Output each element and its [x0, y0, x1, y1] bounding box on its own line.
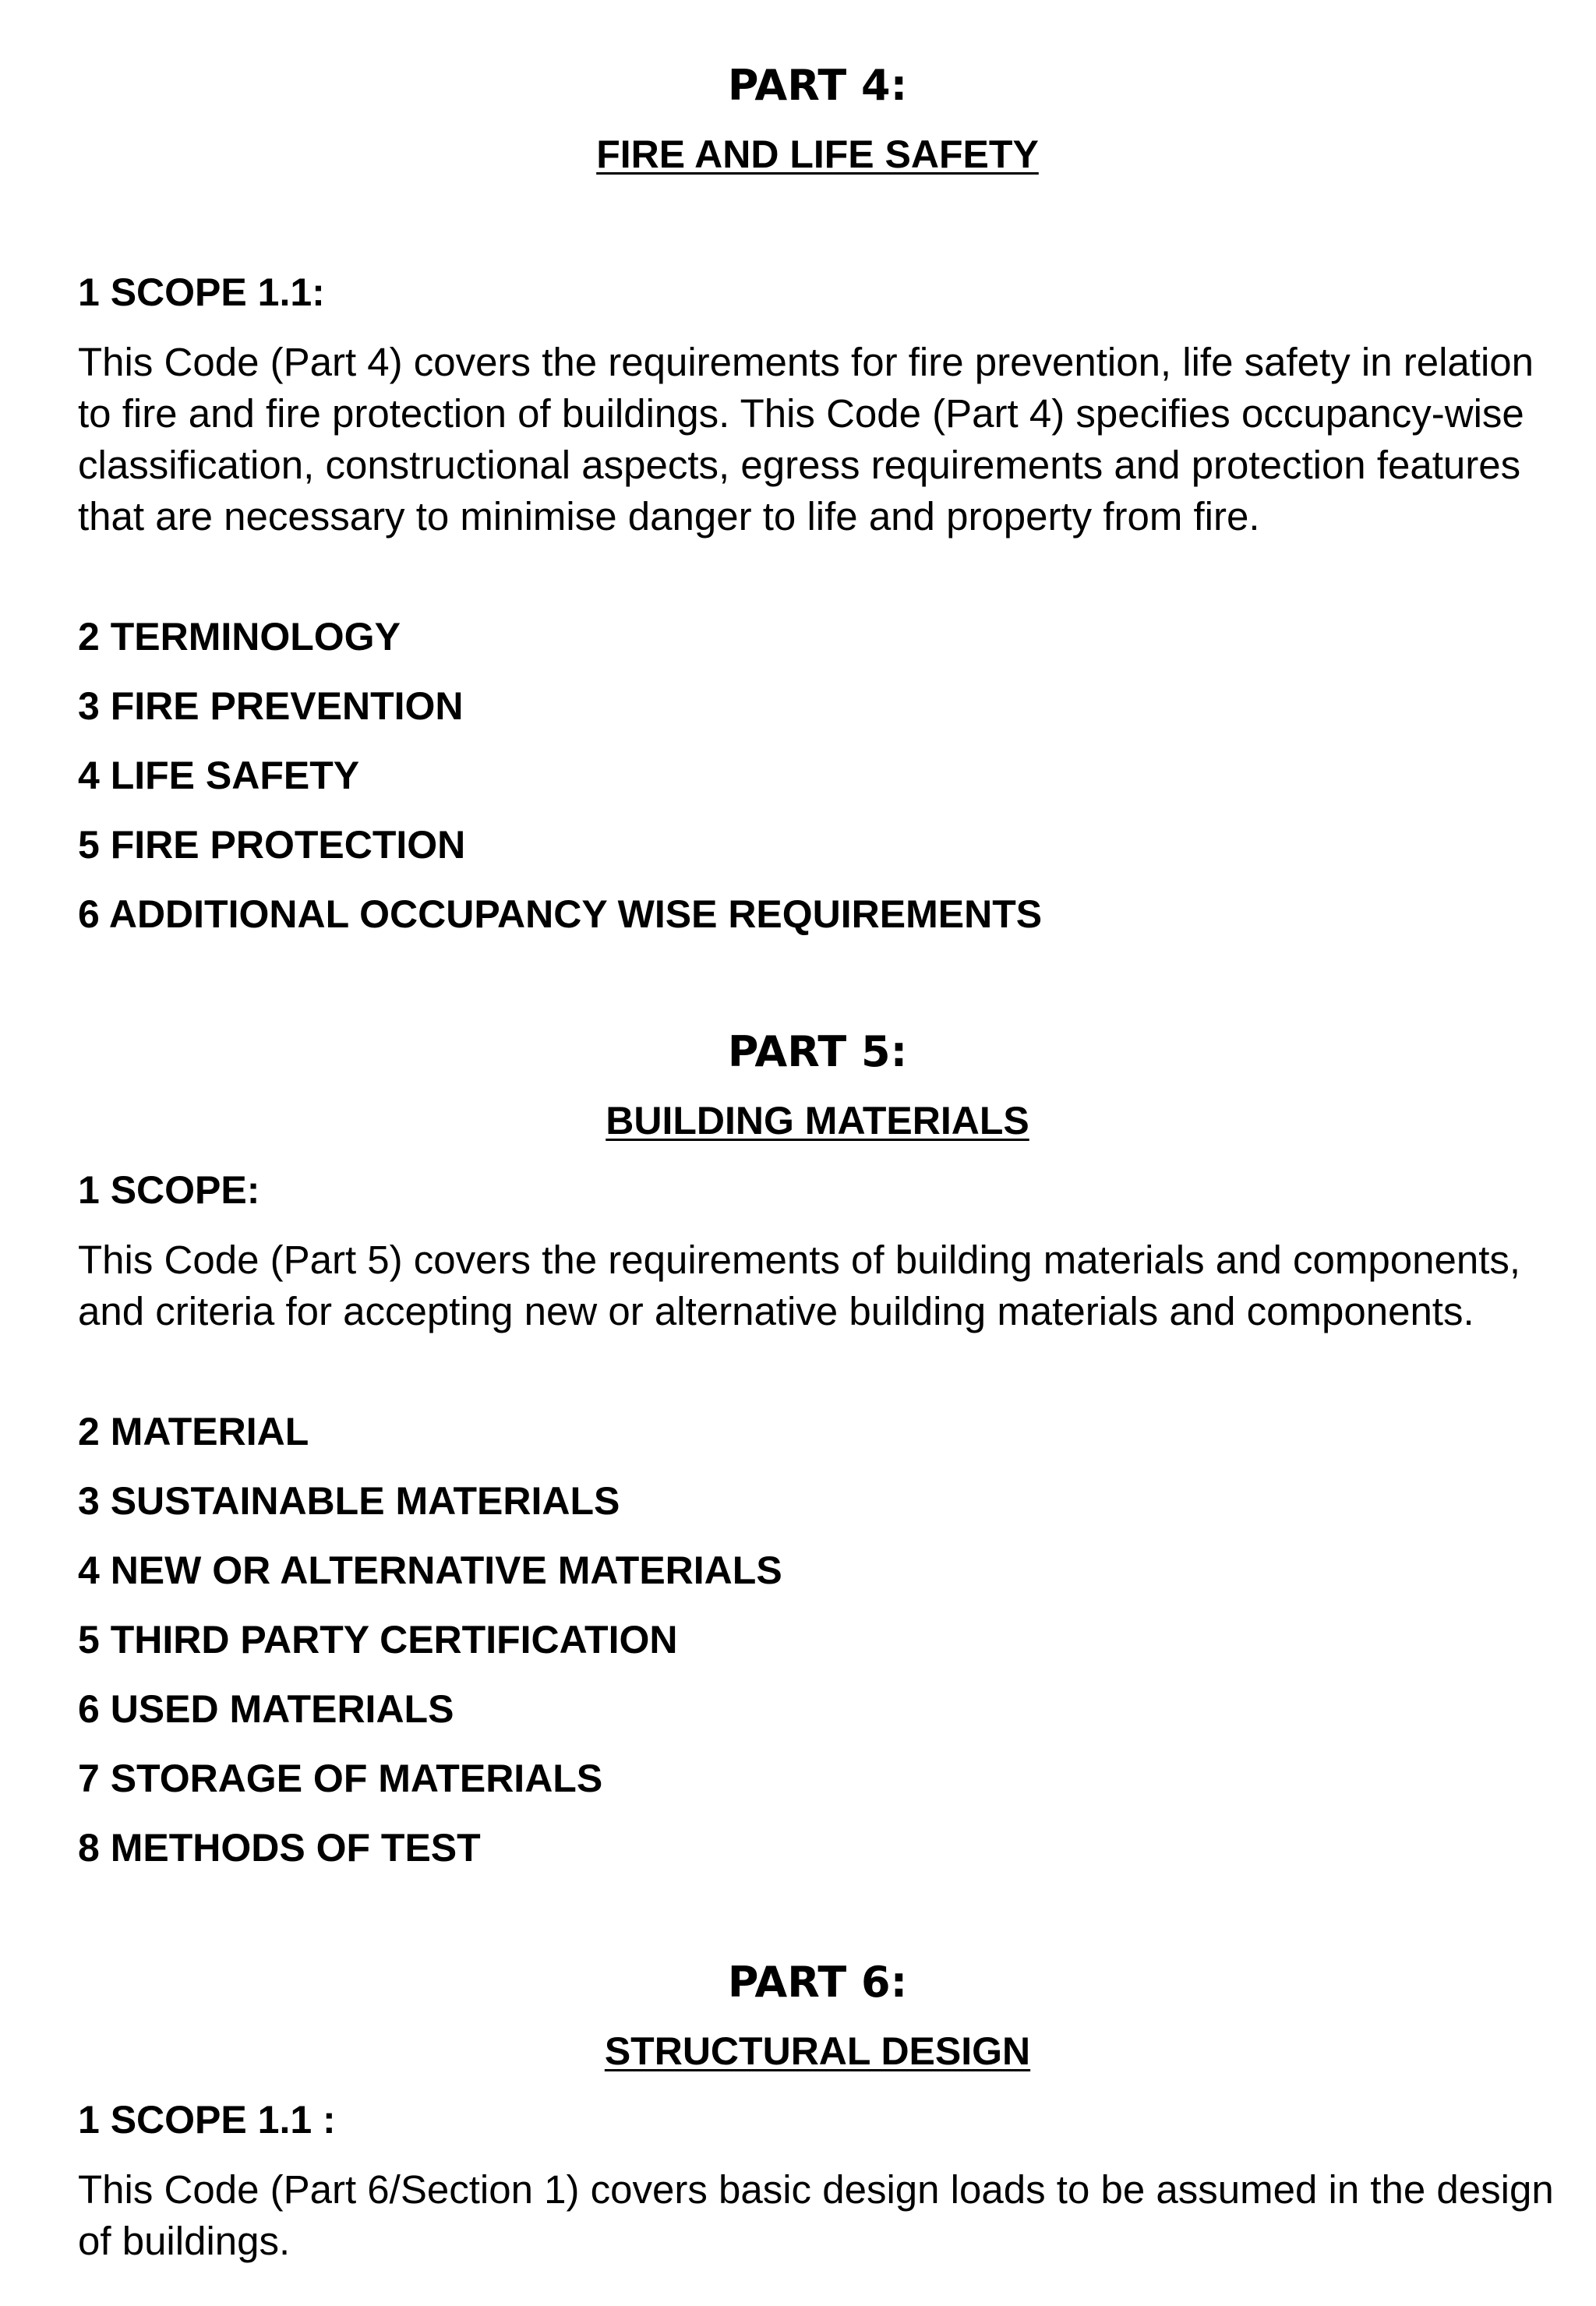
part-4-scope-text: This Code (Part 4) covers the requirements for fire prevention, life safety in relation to fire and fire protection of buildings. This Code (Part 4) specifies occupancy-wise classification, constructional aspects, egress requirements and protection features that are necessary to minimise danger to life and property from fire.	[78, 340, 1534, 539]
part-5-section-heading: 3 SUSTAINABLE MATERIALS	[78, 1479, 620, 1523]
part-4-title: PART 4:	[727, 61, 908, 110]
part-5-subtitle	[0, 1097, 1596, 1144]
part-6-title: PART 6:	[727, 1958, 908, 2007]
part-4-section-heading: 2 TERMINOLOGY	[78, 615, 401, 659]
part-5-section-heading: 7 STORAGE OF MATERIALS	[78, 1757, 603, 1800]
part-5-subtitle-text: BUILDING MATERIALS	[606, 1099, 1029, 1142]
part-4-section-heading: 5 FIRE PROTECTION	[78, 823, 466, 867]
part-4-subtitle-text: FIRE AND LIFE SAFETY	[596, 132, 1039, 176]
part-4-subtitle	[0, 131, 1596, 178]
part-5-section-heading: 8 METHODS OF TEST	[78, 1826, 481, 1870]
part-4-section-heading: 3 FIRE PREVENTION	[78, 684, 464, 728]
part-5-section-heading: 2 MATERIAL	[78, 1410, 309, 1453]
part-4-section-heading: 4 LIFE SAFETY	[78, 754, 360, 797]
part-4-section-heading: 6 ADDITIONAL OCCUPANCY WISE REQUIREMENTS	[78, 892, 1043, 936]
part-6-subtitle	[0, 2028, 1596, 2075]
part-6-scope-text: This Code (Part 6/Section 1) covers basic design loads to be assumed in the design of buildings.	[78, 2167, 1554, 2263]
part-4-scope-heading: 1 SCOPE 1.1:	[78, 270, 325, 314]
part-5-scope-text: This Code (Part 5) covers the requirements of building materials and components, and criteria for accepting new or alternative building materials and components.	[78, 1238, 1521, 1333]
part-6-subtitle-text: STRUCTURAL DESIGN	[604, 2029, 1031, 2073]
part-5-title: PART 5:	[727, 1027, 908, 1076]
part-5-section-heading: 4 NEW OR ALTERNATIVE MATERIALS	[78, 1549, 782, 1592]
part-5-scope-heading: 1 SCOPE:	[78, 1168, 260, 1212]
part-5-section-heading: 6 USED MATERIALS	[78, 1687, 454, 1731]
part-5-section-heading: 5 THIRD PARTY CERTIFICATION	[78, 1618, 678, 1662]
part-6-scope-heading: 1 SCOPE 1.1 :	[78, 2098, 336, 2142]
